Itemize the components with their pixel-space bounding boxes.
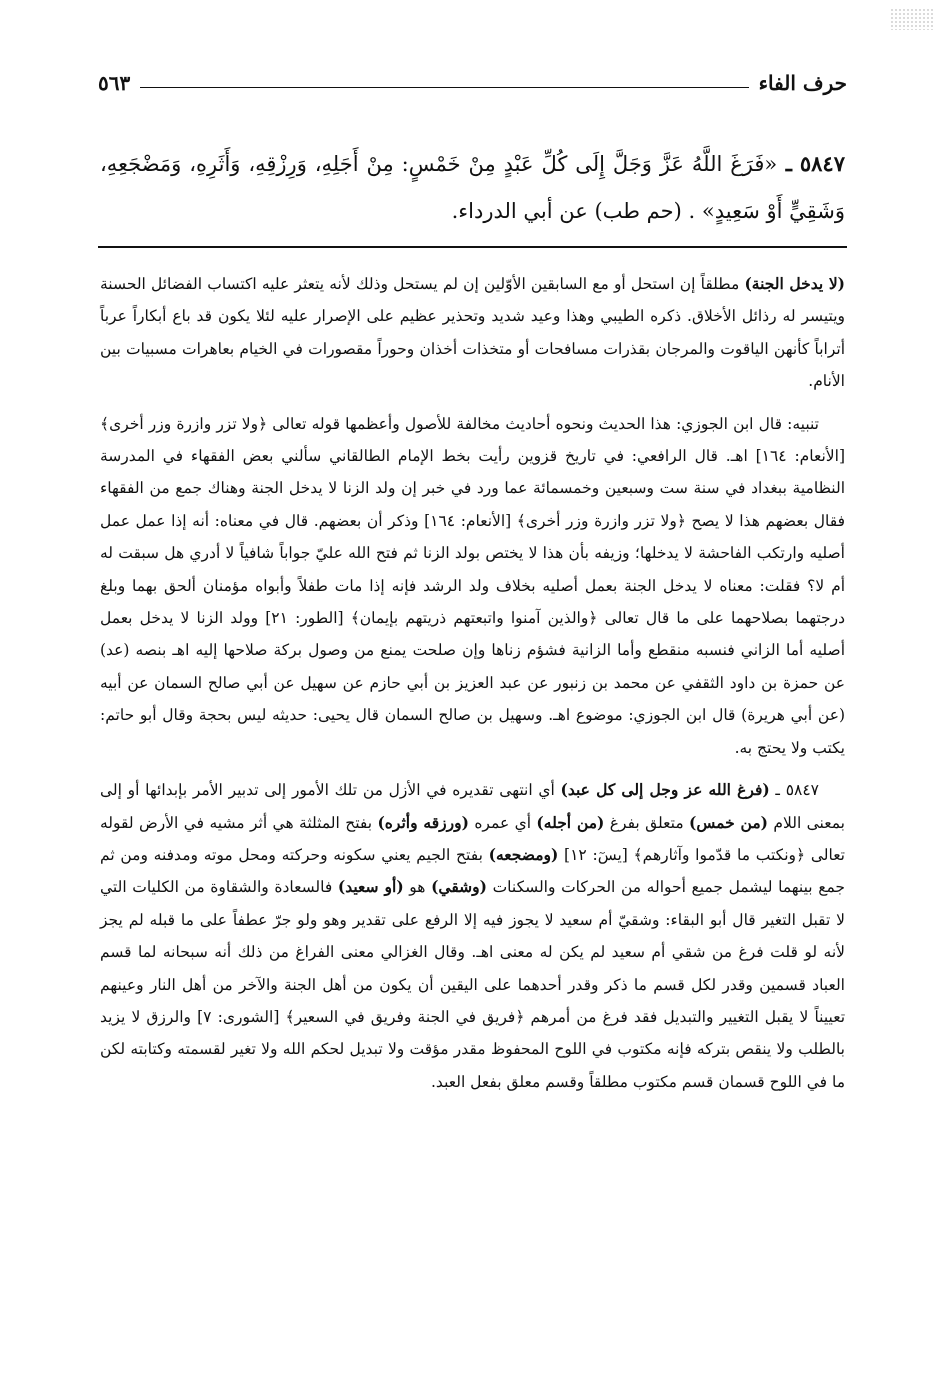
commentary-text-3f: هو (403, 878, 432, 897)
commentary-text-3g: فالسعادة والشقاوة من الكليات التي لا تقبل التغير قال أبو البقاء: وشقيّ أم سعيد لا يجوز فيه إلا الرفع على تقدير وهو ولو جرّ عطفاً على ما قبله لم يجز لأنه لو قلت فرغ من شقي أم سعيد لم يكن له معنى اهـ. وقال الغزالي معنى الفراغ من ذلك أنه سبحانه لما قسم العباد قسمين وقدر لكل قسم ما ذكر وقدر أحدهما على اليقين أن يكون من أهل الجنة والآخر من أهل النار وعينهم تعييناً لا يقبل التغيير والتبديل فقد فرغ من أمرهم ﴿فريق في الجنة وفريق في السعير﴾ [الشورى: ٧] والرزق لا يزيد بالطلب ولا ينقص بتركه فإنه مكتوب في اللوح المحفوظ مقدر مؤقت ولا تبديل لحكم الله ولا تغير لقسمته وكتابته لكن ما في اللوح قسمان قسم مكتوب مطلقاً وقسم معلق بفعل العبد. (100, 878, 846, 1091)
commentary-bold-3b2: (من أجله) (536, 812, 605, 832)
chapter-title: حرف الفاء (758, 71, 847, 95)
commentary-text-2: تنبيه: قال ابن الجوزي: هذا الحديث ونحوه أحاديث مخالفة للأصول وأعظمها قوله تعالى ﴿ولا تزر وازرة وزر أخرى﴾ [الأنعام: ١٦٤] اهـ. قال الرافعي: في تاريخ قزوين رأيت بخط الإمام الطالقاني سألني بعض الفقهاء في المدرسة النظامية ببغداد في سنة ست وسبعين وخمسمائة عما ورد في خبر إن ولد الزنا لا يدخل الجنة وهناك جمع من الفقهاء فقال بعضهم هذا لا يصح ﴿ولا تزر وازرة وزر أخرى﴾ [الأنعام: ١٦٤] وذكر أن بعضهم. قال في معناه: أنه إذا عمل عمل أصليه وارتكب الفاحشة لا يدخلها؛ وزيفه بأن هذا لا يختص بولد الزنا ثم فتح الله عليّ جواباً شافياً لا أدري هل سبقت له أم لا؟ فقلت: معناه لا يدخل الجنة بعمل أصليه بخلاف ولد الرشد فإنه إذا مات طفلاً وأبواه مؤمنان ألحق بهما وبلغ درجتهما بصلاحهما على ما قال تعالى ﴿والذين آمنوا واتبعتهم ذريتهم بإيمان﴾ [الطور: ٢١] وولد الزنا لا يدخل بعمل أصليه أما الزاني فنسبه منقطع وأما الزانية فشؤم زناها وإن صلحت يمنع من وصول بركة صلاحها إليه اهـ بنصه (عد) عن حمزة بن داود الثقفي عن محمد بن زنبور عن عبد العزيز بن أبي حازم عن سهيل عن أبي صالح السمان عن أبيه (عن أبي هريرة) قال ابن الجوزي: موضوع اهـ. وسهيل بن صالح السمان قال يحيى: حديثه ليس بحجة وقال أبو حاتم: يكتب ولا يحتج به. (100, 414, 846, 757)
commentary-paragraph-3 (100, 774, 845, 1098)
commentary-bold-3b3: (ورزقه وأثره) (377, 812, 469, 832)
text-divider (98, 246, 847, 248)
commentary-lead-1: (لا يدخل الجنة) (744, 274, 845, 293)
commentary-paragraph-2 (100, 408, 845, 764)
commentary-lead-3: (فرغ الله عز وجل إلى كل عبد) (560, 780, 770, 800)
commentary-number-3: ٥٨٤٧ ـ (775, 781, 819, 800)
commentary-bold-3b5: (وشقي) (431, 877, 487, 897)
commentary-text-3d: بفتح المثلثة هي أثر مشيه في الأرض لقوله تعالى ﴿ونكتب ما قدّموا وآثارهم﴾ [يسٓ: ١٢] (100, 813, 845, 864)
hadith-matn: «فَرَغَ اللَّهُ عَزَّ وَجَلَّ إِلَى كُلِّ عَبْدٍ مِنْ خَمْسٍ: مِنْ أَجَلِهِ، وَرِزْقِهِ، وَأَثَرِهِ، وَمَضْجَعِهِ، وَشَقِيٍّ أَوْ سَعِيدٍ» (100, 152, 845, 223)
hadith-dash: ـ (777, 151, 792, 176)
page-number: ٥٦٣ (98, 71, 131, 95)
commentary-bold-3b6: (أو سعيد) (337, 877, 404, 897)
hadith-text-block (100, 140, 845, 235)
hadith-source: . (حم طب) عن أبي الدرداء. (451, 199, 696, 223)
commentary-text-1: مطلقاً إن استحل أو مع السابقين الأوّلين إن لم يستحل وذلك لأنه يتعثر عليه اكتساب الفضائل الحسنة ويتيسر له رذائل الأخلاق. ذكره الطيبي وهذا وعيد شديد وتحذير عظيم على الإصرار عليه لئلا يكون قد باع أبكاراً عرباً أتراباً كأنهن الياقوت والمرجان بقذرات مسافحات أو متخذات أخذان وحوراً مقصورات في الخيام بعاهرات مسبيات بين الأنام. (100, 275, 845, 391)
commentary-text-3e: بفتح الجيم يعني سكونه وحركته ومحل موته ومدفنه ومن ثم جمع بينهما ليشمل جميع أحواله من الحركات والسكنات (100, 845, 845, 897)
commentary-block (100, 268, 845, 1108)
commentary-bold-3b1: (من خمس) (689, 812, 768, 832)
scan-speckle (890, 8, 934, 30)
header-rule (140, 87, 748, 88)
commentary-text-3a: أي انتهى تقديره في الأزل من تلك الأمور إلى تدبير الأمر بإبدائها أو إلى بمعنى اللام (100, 781, 845, 832)
commentary-text-3c: أي عمره (468, 813, 537, 832)
running-header (98, 68, 847, 98)
commentary-text-3b: متعلق بفرغ (604, 813, 690, 832)
commentary-paragraph-1 (100, 268, 845, 398)
commentary-bold-3b4: (ومضجعه) (488, 844, 559, 864)
hadith-number: ٥٨٤٧ (799, 151, 845, 176)
